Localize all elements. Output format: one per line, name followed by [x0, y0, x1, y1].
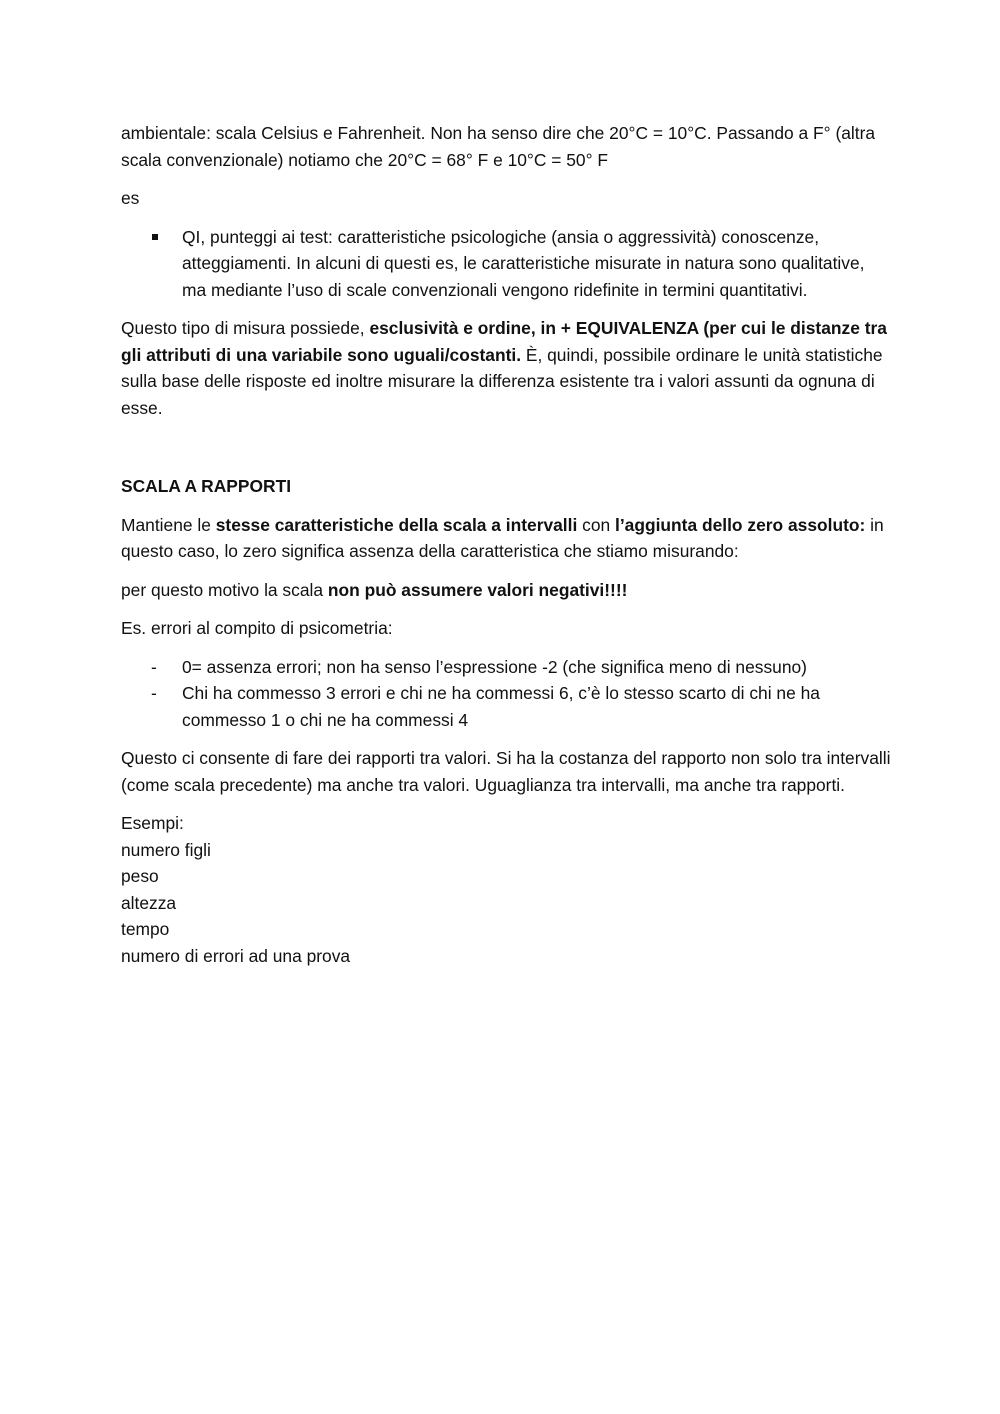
section-heading: SCALA A RAPPORTI — [121, 476, 292, 496]
list-item — [121, 680, 891, 733]
examples-block — [121, 810, 891, 969]
bold-run: non può assumere valori negativi!!!! — [327, 579, 628, 600]
text-run: Mantiene le — [121, 514, 216, 535]
example-item: numero figli — [121, 839, 211, 860]
text-run: con — [577, 514, 616, 535]
text-run: per questo motivo la scala — [121, 579, 328, 600]
example-intro: Es. errori al compito di psicometria: — [121, 618, 393, 638]
es-label: es — [121, 188, 140, 208]
document-page — [121, 120, 891, 969]
paragraph-ratio-consent: Questo ci consente di fare dei rapporti tra valori. Si ha la costanza del rapporto non solo tra intervalli (come scala precedente) ma anche tra valori. Uguaglianza tra intervalli, ma anche tra rapporti. — [121, 748, 891, 795]
dash-bullet-icon: - — [151, 683, 157, 703]
paragraph-no-negative — [121, 577, 891, 604]
examples-label: Esempi: — [121, 813, 184, 833]
paragraph-interval-properties — [121, 315, 891, 421]
list-item — [121, 654, 891, 681]
paragraph-intro: ambientale: scala Celsius e Fahrenheit. Non ha senso dire che 20°C = 10°C. Passando a F° (altra scala convenzionale) notiamo che 20°C = 68° F e 10°C = 50° F — [121, 123, 876, 170]
text-run: in questo caso, lo zero significa assenza della caratteristica che stiamo misurando: — [121, 514, 884, 561]
list-item-text: QI, punteggi ai test: caratteristiche psicologiche (ansia o aggressività) conoscenze, atteggiamenti. In alcuni di questi es, le caratteristiche misurate in natura sono qualitative, ma mediante l’uso di scale convenzionali vengono ridefinite in termini quantitativi. — [182, 226, 865, 300]
bold-run: esclusività e ordine, in + EQUIVALENZA (per cui le distanze tra gli attributi di una variabile sono uguali/costanti. — [121, 318, 887, 365]
paragraph-ratio-scale — [121, 512, 891, 565]
bold-run: l’aggiunta dello zero assoluto: — [615, 514, 866, 535]
text-run: È, quindi, possibile ordinare le unità statistiche sulla base delle risposte ed inoltre misurare la differenza esistente tra i valori assunti da ognuna di esse. — [121, 344, 883, 418]
dash-bullet-list — [121, 654, 891, 734]
square-bullet-list — [121, 224, 891, 304]
square-bullet-icon — [152, 234, 158, 240]
bold-run: stesse caratteristiche della scala a intervalli — [215, 514, 578, 535]
list-item — [121, 224, 891, 304]
example-item: numero di errori ad una prova — [121, 945, 351, 966]
list-item-text: Chi ha commesso 3 errori e chi ne ha commessi 6, c’è lo stesso scarto di chi ne ha commesso 1 o chi ne ha commessi 4 — [182, 683, 820, 730]
list-item-text: 0= assenza errori; non ha senso l’espressione -2 (che significa meno di nessuno) — [182, 656, 807, 677]
text-run: Questo tipo di misura possiede, — [121, 318, 370, 338]
dash-bullet-icon: - — [151, 656, 157, 677]
example-item: tempo — [121, 919, 170, 939]
example-item: peso — [121, 866, 159, 886]
example-item: altezza — [121, 892, 177, 913]
spacer — [121, 433, 891, 473]
